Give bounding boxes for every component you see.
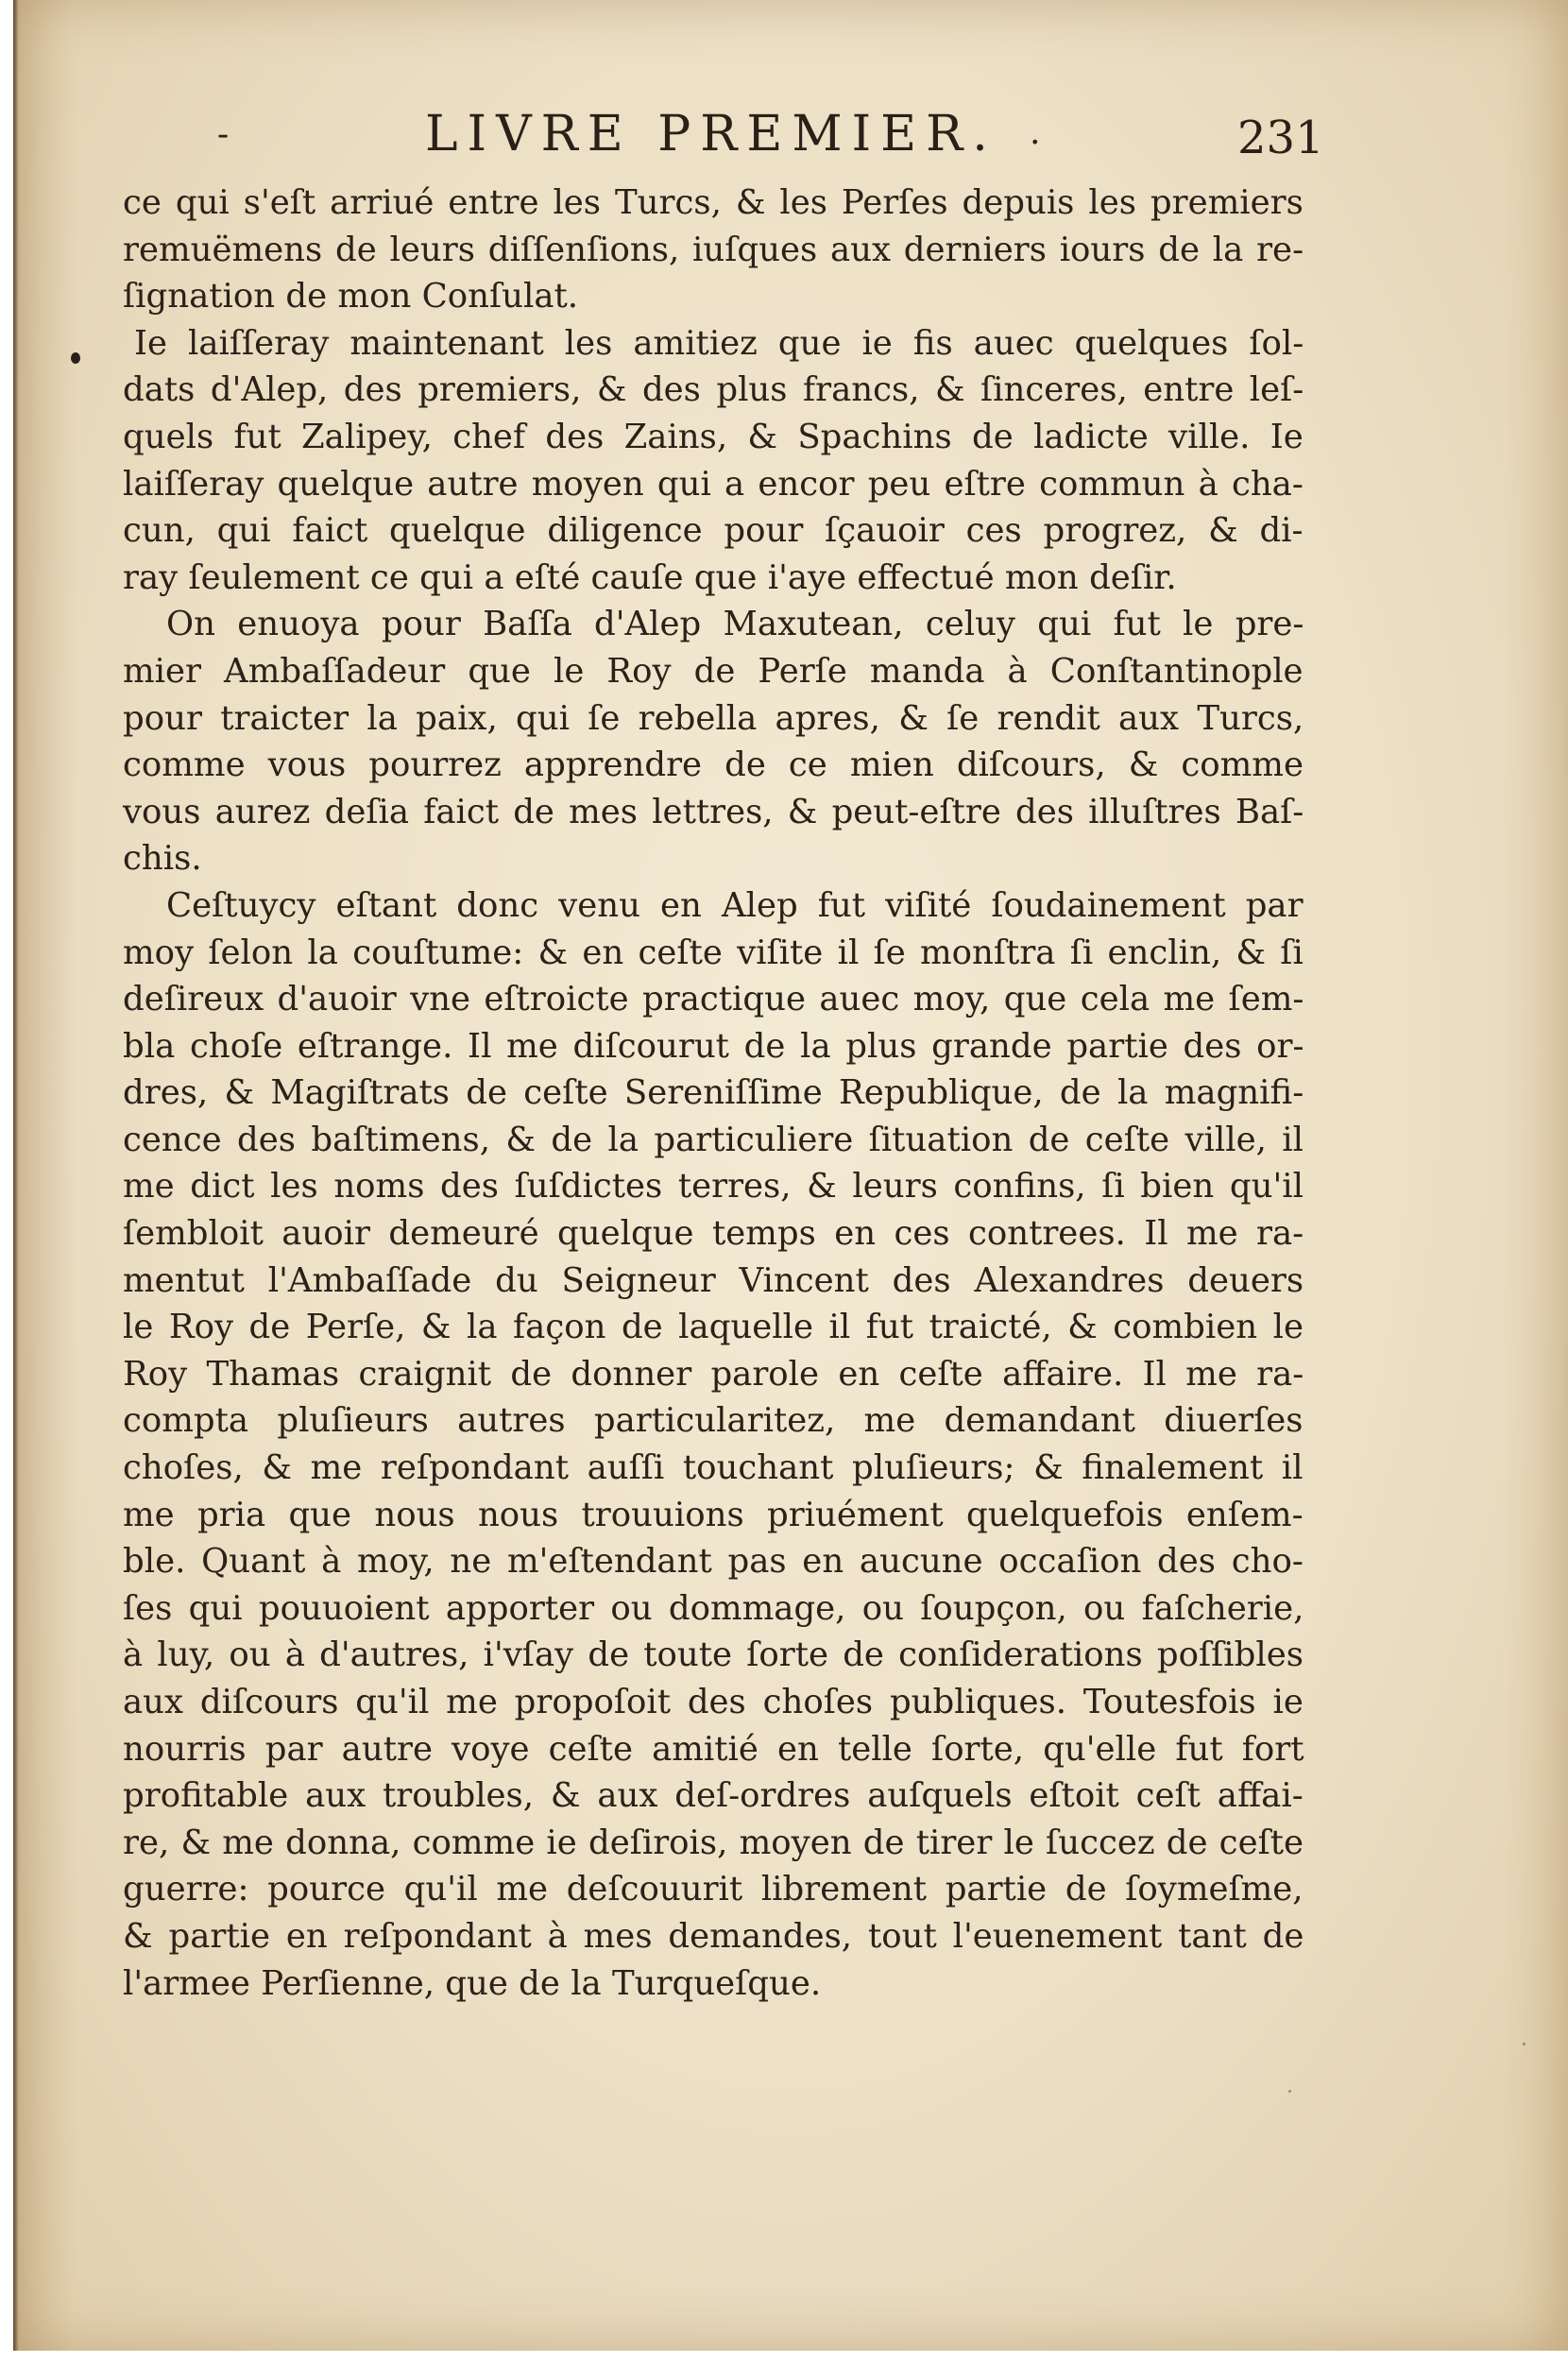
text-line: Ceſtuycy eſtant donc venu en Alep fut viſité ſoudainement par	[166, 885, 1304, 925]
text-line: remuëmens de leurs diſſenſions, iuſques aux derniers iours de la re-	[123, 230, 1304, 269]
body-text	[123, 180, 1304, 2007]
text-line: aux diſcours qu'il me propoſoit des choſes publiques. Toutesfois ie	[123, 1683, 1304, 1721]
text-line: ſes qui pouuoient apporter ou dommage, ou ſoupçon, ou faſcherie,	[123, 1588, 1304, 1628]
text-line: chis.	[123, 839, 202, 879]
text-line: ray ſeulement ce qui a eſté cauſe que i'aye effectué mon deſir.	[123, 557, 1177, 597]
text-line: vous aurez deſia faict de mes lettres, & peut-eſtre des illuſtres Baſ-	[123, 792, 1304, 831]
text-line: ce qui s'eſt arriué entre les Turcs, & les Perſes depuis les premiers	[123, 183, 1304, 222]
text-line: cence des baſtimens, & de la particuliere ſituation de ceſte ville, il	[123, 1120, 1304, 1159]
text-line: & partie en reſpondant à mes demandes, tout l'euenement tant de	[123, 1916, 1304, 1956]
header-title: LIVRE PREMIER.	[425, 106, 997, 163]
running-header	[123, 106, 1324, 172]
text-line: re, & me donna, comme ie deſirois, moyen de tirer le ſuccez de ceſte	[123, 1823, 1304, 1862]
text-line: Ie laiſſeray maintenant les amitiez que ie fis auec quelques ſol-	[134, 323, 1304, 363]
page-edge-shadow	[13, 0, 19, 2351]
text-line: pour traicter la paix, qui ſe rebella apres, & ſe rendit aux Turcs,	[123, 698, 1304, 738]
text-line: quels fut Zalipey, chef des Zains, & Spachins de ladicte ville. Ie	[123, 417, 1304, 456]
text-line: ſignation de mon Conſulat.	[123, 277, 579, 317]
header-dot: .	[1030, 113, 1041, 152]
text-line: mier Ambaſſadeur que le Roy de Perſe manda à Conſtantinople	[123, 651, 1304, 691]
text-line: le Roy de Perſe, & la façon de laquelle il fut traicté, & combien le	[123, 1308, 1304, 1347]
text-line: compta pluſieurs autres particularitez, me demandant diuerſes	[123, 1401, 1304, 1441]
text-line: Roy Thamas craignit de donner parole en ceſte affaire. Il me ra-	[123, 1354, 1304, 1394]
text-line: mentut l'Ambaſſade du Seigneur Vincent des Alexandres deuers	[123, 1260, 1304, 1300]
text-line: nourris par autre voye ceſte amitié en telle ſorte, qu'elle fut fort	[123, 1729, 1304, 1769]
text-line: laiſſeray quelque autre moyen qui a encor peu eſtre commun à cha-	[123, 464, 1304, 504]
ink-speck	[1523, 2043, 1525, 2045]
text-line: dres, & Magiſtrats de ceſte Sereniſſime Republique, de la magnifi-	[123, 1073, 1304, 1113]
text-line: moy ſelon la couſtume: & en ceſte viſite il ſe monſtra ſi enclin, & ſi	[123, 933, 1304, 972]
text-line: me pria que nous nous trouuions priuément quelquefois enſem-	[123, 1495, 1304, 1534]
text-line: me dict les noms des ſuſdictes terres, & leurs confins, ſi bien qu'il	[123, 1167, 1304, 1207]
text-line: l'armee Perſienne, que de la Turqueſque.	[123, 1963, 822, 2003]
text-line: bla choſe eſtrange. Il me diſcourut de la plus grande partie des or-	[123, 1026, 1304, 1066]
text-line: profitable aux troubles, & aux deſ-ordres auſquels eſtoit ceſt affai-	[123, 1776, 1304, 1816]
text-line: cun, qui faict quelque diligence pour ſçauoir ces progrez, & di-	[123, 511, 1304, 551]
page-number: 231	[1237, 111, 1324, 164]
text-line: ble. Quant à moy, ne m'eſtendant pas en aucune occaſion des cho-	[123, 1542, 1304, 1582]
bottom-margin	[13, 2351, 1568, 2362]
text-line: On enuoya pour Baſſa d'Alep Maxutean, celuy qui fut le pre-	[166, 605, 1304, 644]
text-line: ſembloit auoir demeuré quelque temps en ces contrees. Il me ra-	[123, 1214, 1304, 1254]
ink-speck	[1288, 2090, 1291, 2093]
text-line: choſes, & me reſpondant auſſi touchant pluſieurs; & finalement il	[123, 1448, 1304, 1488]
text-line: deſireux d'auoir vne eſtroicte practique auec moy, que cela me ſem-	[123, 980, 1304, 1019]
ink-blot	[71, 352, 80, 364]
header-dash: -	[217, 115, 230, 154]
text-line: comme vous pourrez apprendre de ce mien diſcours, & comme	[123, 745, 1304, 785]
text-line: dats d'Alep, des premiers, & des plus francs, & ſinceres, entre leſ-	[123, 370, 1304, 410]
text-line: guerre: pource qu'il me deſcouurit librement partie de ſoymeſme,	[123, 1870, 1304, 1909]
text-line: à luy, ou à d'autres, i'vſay de toute ſorte de conſiderations poſſibles	[123, 1635, 1304, 1675]
